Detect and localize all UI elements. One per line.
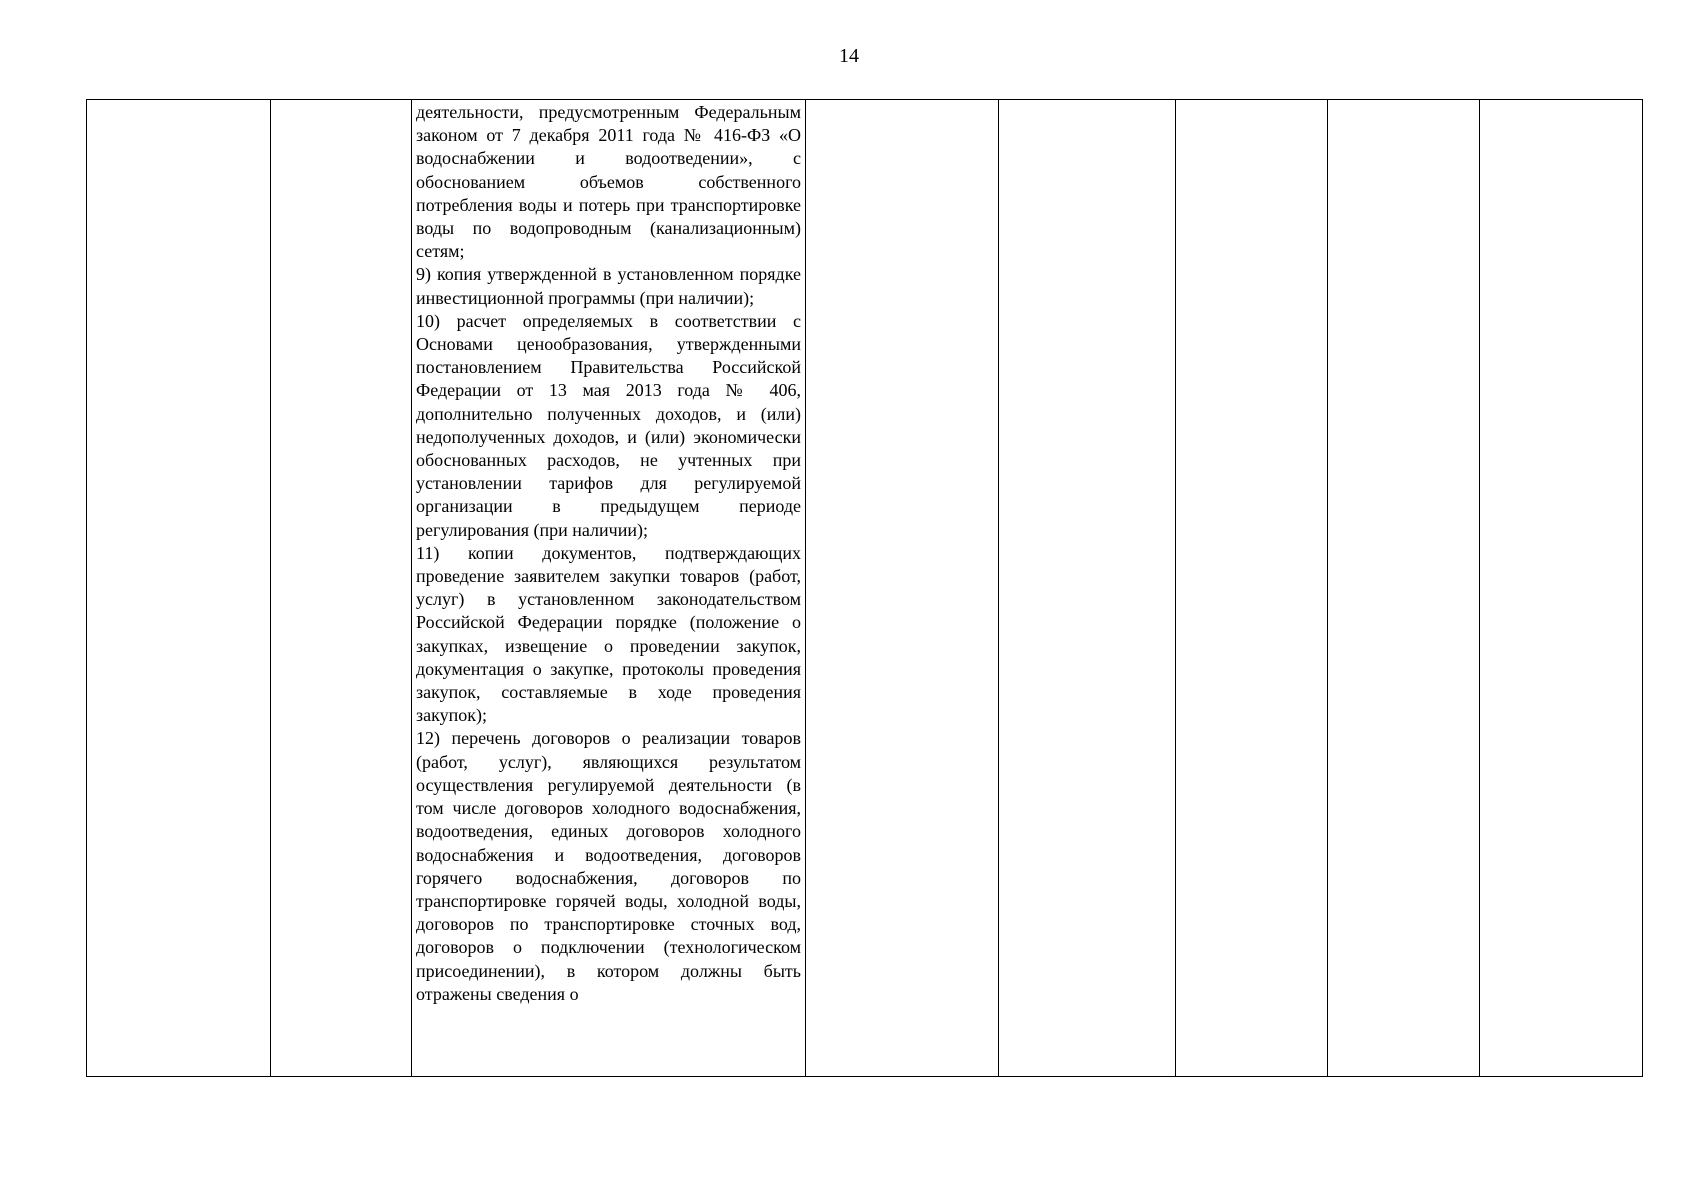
table-cell-col2: [271, 100, 412, 1077]
table-cell-col5: [999, 100, 1176, 1077]
table-cell-col4: [806, 100, 999, 1077]
document-table: [86, 99, 1643, 1077]
table-cell-col6: [1176, 100, 1328, 1077]
requirements-text: [412, 100, 805, 1006]
table-cell-col8: [1480, 100, 1643, 1077]
paragraph-item-11: 11) копии документов, подтверждающих проведение заявителем закупки товаров (работ, услуг) в установленном законодательством Российской Федерации порядке (положение о закупках, извещение о проведении закупок, документация о закупке, протоколы проведения закупок, составляемые в ходе проведения закупок);: [416, 542, 801, 726]
paragraph-item-10: 10) расчет определяемых в соответствии с Основами ценообразования, утвержденными постановлением Правительства Российской Федерации от 13 мая 2013 года № 406, дополнительно полученных доходов, и (или) недополученных доходов, и (или) экономически обоснованных расходов, не учтенных при установлении тарифов для регулируемой организации в предыдущем периоде регулирования (при наличии);: [416, 310, 801, 540]
page-number: 14: [839, 45, 859, 67]
table-cell-col7: [1328, 100, 1480, 1077]
table-row: [87, 100, 1643, 1077]
paragraph-item-12: 12) перечень договоров о реализации товаров (работ, услуг), являющихся результатом осуществления регулируемой деятельности (в том числе договоров холодного водоснабжения, водоотведения, единых договоров холодного водоснабжения и водоотведения, договоров горячего водоснабжения, договоров по транспортировке горячей воды, холодной воды, договоров по транспортировке сточных вод, договоров о подключении (технологическом присоединении), в котором должны быть отражены сведения о: [416, 728, 801, 1004]
table-cell-col1: [87, 100, 271, 1077]
paragraph-continuation: деятельности, предусмотренным Федеральным законом от 7 декабря 2011 года № 416-ФЗ «О водоснабжении и водоотведении», с обоснованием объемов собственного потребления воды и потерь при транспортировке воды по водопроводным (канализационным) сетям;: [416, 102, 801, 262]
table-cell-col3: [412, 100, 806, 1077]
paragraph-item-9: 9) копия утвержденной в установленном порядке инвестиционной программы (при наличии);: [416, 264, 801, 308]
